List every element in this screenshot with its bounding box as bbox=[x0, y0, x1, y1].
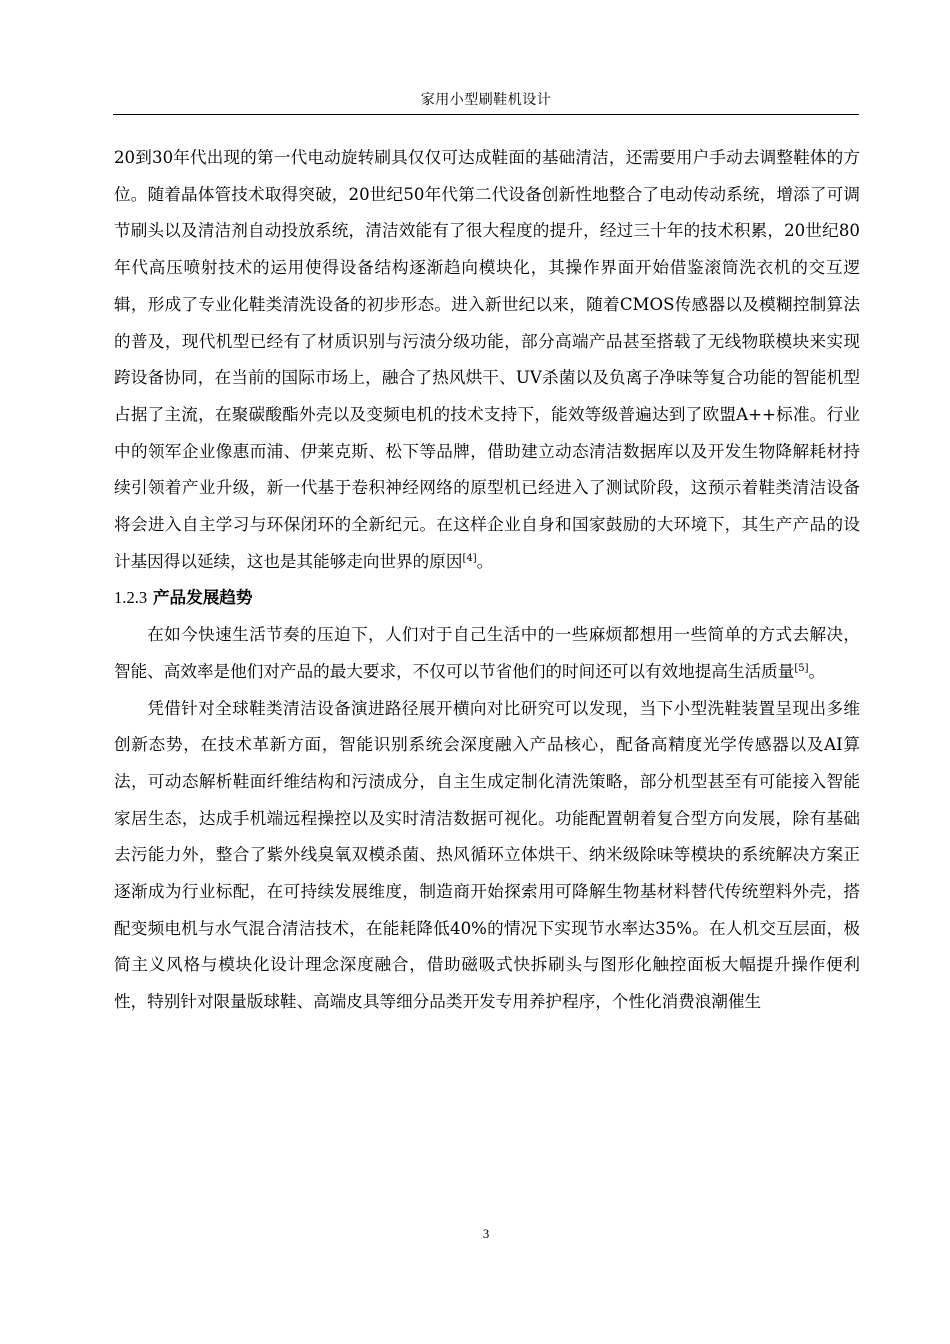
document-body bbox=[114, 140, 860, 1021]
citation-4[interactable]: [4] bbox=[462, 552, 477, 564]
paragraph-history-end: 。 bbox=[476, 551, 494, 571]
paragraph-trends-text: 凭借针对全球鞋类清洁设备演进路径展开横向对比研究可以发现，当下小型洗鞋装置呈现出多维创新态势，在技术革新方面，智能识别系统会深度融入产品核心，配备高精度光学传感器以及AI算法，可动态解析鞋面纤维结构和污渍成分，自主生成定制化清洗策略，部分机型甚至有可能接入智能家居生态，达成手机端远程操控以及实时清洁数据可视化。功能配置朝着复合型方向发展，除有基础去污能力外，整合了紫外线臭氧双模杀菌、热风循环立体烘干、纳米级除味等模块的系统解决方案正逐渐成为行业标配，在可持续发展维度，制造商开始探索用可降解生物基材料替代传统塑料外壳，搭配变频电机与水气混合清洁技术，在能耗降低40%的情况下实现节水率达35%。在人机交互层面，极简主义风格与模块化设计理念深度融合，借助磁吸式快拆刷头与图形化触控面板大幅提升操作便利性，特别针对限量版球鞋、高端皮具等细分品类开发专用养护程序，个性化消费浪潮催生 bbox=[114, 698, 860, 1012]
running-header: 家用小型刷鞋机设计 bbox=[420, 92, 552, 108]
paragraph-demand-end: 。 bbox=[808, 661, 826, 681]
section-title: 产品发展趋势 bbox=[152, 588, 253, 608]
citation-5[interactable]: [5] bbox=[794, 662, 809, 674]
section-number: 1.2.3 bbox=[114, 588, 148, 608]
paragraph-history-text: 20到30年代出现的第一代电动旋转刷具仅仅可达成鞋面的基础清洁，还需要用户手动去调整鞋体的方位。随着晶体管技术取得突破，20世纪50年代第二代设备创新性地整合了电动传动系统，增添了可调节刷头以及清洁剂自动投放系统，清洁效能有了很大程度的提升，经过三十年的技术积累，20世纪80年代高压喷射技术的运用使得设备结构逐渐趋向模块化，其操作界面开始借鉴滚筒洗衣机的交互逻辑，形成了专业化鞋类清洗设备的初步形态。进入新世纪以来，随着CMOS传感器以及模糊控制算法的普及，现代机型已经有了材质识别与污渍分级功能，部分高端产品甚至搭载了无线物联模块来实现跨设备协同，在当前的国际市场上，融合了热风烘干、UV杀菌以及负离子净味等复合功能的智能机型占据了主流，在聚碳酸酯外壳以及变频电机的技术支持下，能效等级普遍达到了欧盟A++标准。行业中的领军企业像惠而浦、伊莱克斯、松下等品牌，借助建立动态清洁数据库以及开发生物降解耗材持续引领着产业升级，新一代基于卷积神经网络的原型机已经进入了测试阶段，这预示着鞋类清洁设备将会进入自主学习与环保闭环的全新纪元。在这样企业自身和国家鼓励的大环境下，其生产产品的设计基因得以延续，这也是其能够走向世界的原因 bbox=[114, 148, 860, 571]
section-heading bbox=[114, 580, 860, 617]
paragraph-trends bbox=[114, 691, 860, 1021]
paragraph-demand bbox=[114, 617, 860, 690]
paragraph-history bbox=[114, 140, 860, 580]
paragraph-demand-text: 在如今快速生活节奏的压迫下，人们对于自己生活中的一些麻烦都想用一些简单的方式去解决，智能、高效率是他们对产品的最大要求，不仅可以节省他们的时间还可以有效地提高生活质量 bbox=[114, 625, 860, 681]
page-number: 3 bbox=[482, 1226, 490, 1241]
header-rule bbox=[113, 114, 859, 115]
